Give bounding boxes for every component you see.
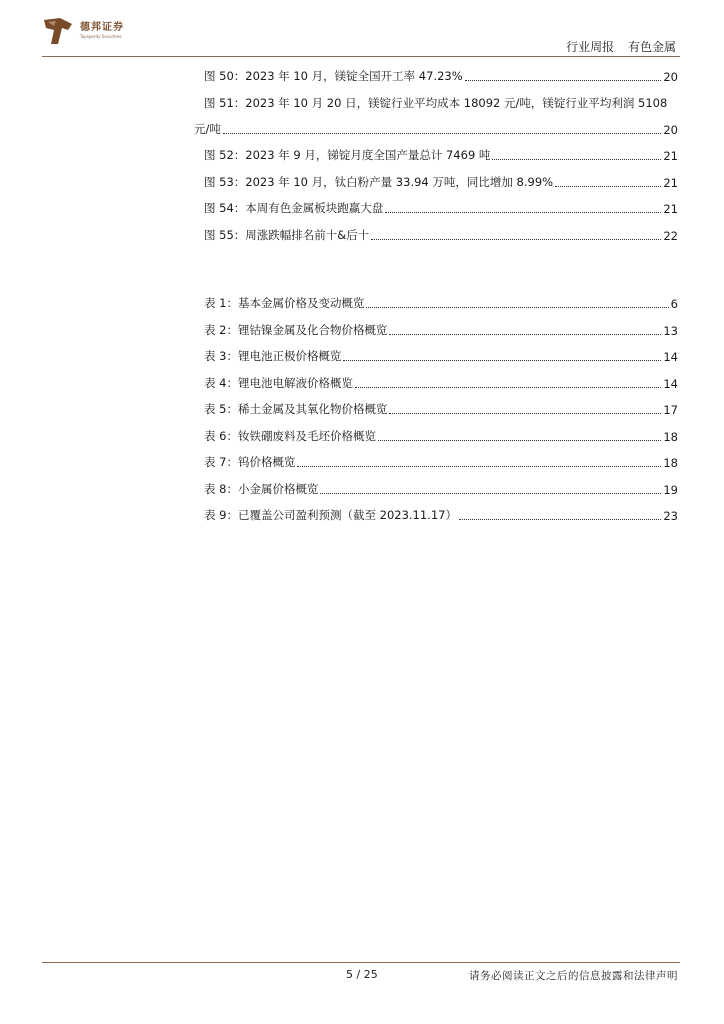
toc-entry-page: 21 (663, 149, 678, 163)
toc-entry-page: 23 (663, 509, 678, 523)
leader-dots (555, 185, 661, 187)
toc-entry[interactable] (204, 428, 678, 444)
toc-entry-page: 17 (663, 403, 678, 417)
toc-entry[interactable] (204, 295, 678, 311)
leader-dots (385, 211, 661, 213)
toc-entry[interactable] (194, 121, 678, 137)
toc-entry-page: 20 (663, 70, 678, 84)
toc-entry-page: 18 (663, 456, 678, 470)
leader-dots (355, 386, 661, 388)
report-sector: 有色金属 (627, 40, 676, 54)
logo-chinese-text: 德邦证券 (80, 22, 124, 33)
toc-entry[interactable] (204, 348, 678, 364)
toc-entry-label: 表 2：锂钴镍金属及化合物价格概览 (204, 323, 388, 337)
leader-dots (459, 518, 661, 520)
leader-dots (366, 306, 668, 308)
toc-entry-label: 图 52：2023 年 9 月，锑锭月度全国产量总计 7469 吨 (204, 148, 491, 162)
toc-entry-page: 14 (663, 350, 678, 364)
toc-entry-label: 图 54：本周有色金属板块跑赢大盘 (204, 201, 384, 215)
toc-entry[interactable] (204, 507, 678, 523)
leader-dots (297, 465, 661, 467)
toc-entry-label: 表 5：稀土金属及其氧化物价格概览 (204, 402, 388, 416)
page-header (0, 0, 724, 58)
header-title (556, 38, 676, 55)
toc-entry[interactable] (204, 147, 678, 163)
toc-entry-label: 表 7：钨价格概览 (204, 455, 296, 469)
footer-divider (42, 962, 680, 963)
toc-entry[interactable] (204, 95, 678, 111)
toc-entry-label: 图 55：周涨跌幅排名前十&后十 (204, 228, 370, 242)
toc-entry-label: 图 50：2023 年 10 月，镁锭全国开工率 47.23% (204, 69, 463, 83)
toc-entry[interactable] (204, 375, 678, 391)
toc-entry-page: 19 (663, 483, 678, 497)
toc-entry-label: 表 6：钕铁硼废料及毛坯价格概览 (204, 429, 376, 443)
logo-icon (42, 16, 76, 46)
leader-dots (389, 333, 661, 335)
toc-entry-page: 21 (663, 202, 678, 216)
company-logo (42, 16, 124, 46)
toc-entry-page: 13 (663, 324, 678, 338)
toc-entry-page: 21 (663, 176, 678, 190)
toc-entry-label: 图 51：2023 年 10 月 20 日，镁锭行业平均成本 18092 元/吨，镁锭行业平均利润 5108 (204, 96, 668, 110)
leader-dots (378, 439, 661, 441)
toc-entry-label: 表 4：锂电池电解液价格概览 (204, 376, 353, 390)
toc-entry[interactable] (204, 454, 678, 470)
leader-dots (343, 359, 661, 361)
toc-entry-page: 20 (663, 123, 678, 137)
toc-entry[interactable] (204, 227, 678, 243)
leader-dots (320, 492, 661, 494)
page-number: 5 / 25 (346, 968, 378, 981)
toc-entry-page: 6 (670, 297, 678, 311)
report-category: 行业周报 (566, 40, 615, 54)
leader-dots (371, 238, 661, 240)
toc-entry[interactable] (204, 322, 678, 338)
toc-entry-label: 元/吨 (194, 122, 221, 136)
toc-entry-page: 22 (663, 229, 678, 243)
leader-dots (223, 132, 661, 134)
toc-entry[interactable] (204, 200, 678, 216)
toc-entry-label: 表 3：锂电池正极价格概览 (204, 349, 342, 363)
leader-dots (492, 158, 661, 160)
toc-entry-page: 18 (663, 430, 678, 444)
toc-entry[interactable] (204, 174, 678, 190)
toc-entry[interactable] (204, 401, 678, 417)
toc-entry-page: 14 (663, 377, 678, 391)
legal-disclaimer: 请务必阅读正文之后的信息披露和法律声明 (469, 970, 678, 982)
logo-english-text: Topsperity Securities (80, 34, 122, 39)
toc-entry[interactable] (204, 481, 678, 497)
leader-dots (389, 412, 661, 414)
header-divider (42, 56, 680, 57)
toc-entry-label: 表 8：小金属价格概览 (204, 482, 319, 496)
toc-entry[interactable] (204, 68, 678, 84)
toc-entry-label: 表 1：基本金属价格及变动概览 (204, 296, 365, 310)
leader-dots (465, 79, 662, 81)
toc-entry-label: 表 9：已覆盖公司盈利预测（截至 2023.11.17） (204, 508, 457, 522)
toc-entry-label: 图 53：2023 年 10 月，钛白粉产量 33.94 万吨，同比增加 8.99% (204, 175, 554, 189)
